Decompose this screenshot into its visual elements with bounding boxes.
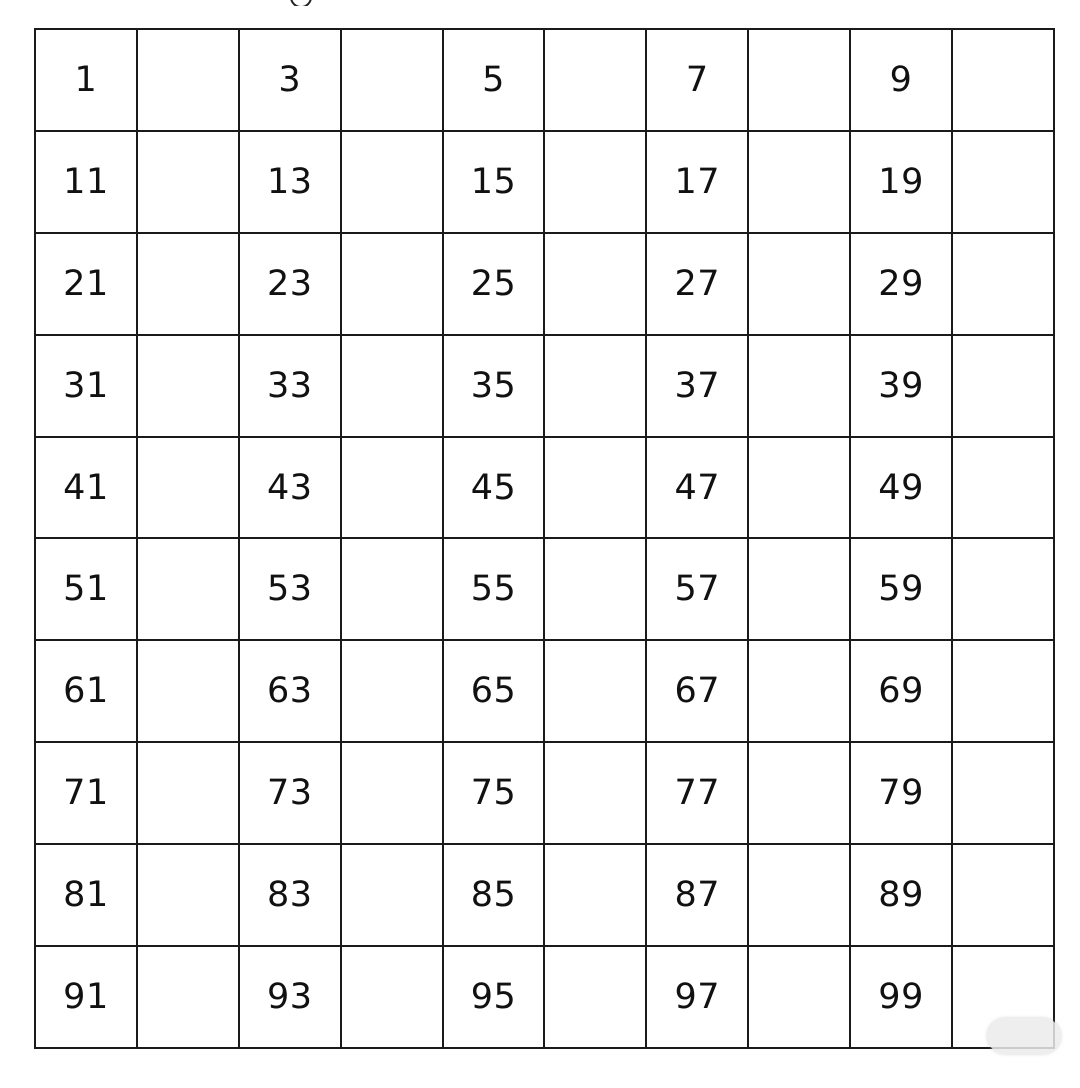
grid-cell-number: 93: [239, 946, 341, 1048]
grid-cell-number: 29: [850, 233, 952, 335]
grid-cell-number: 39: [850, 335, 952, 437]
grid-cell-blank[interactable]: [341, 538, 443, 640]
grid-cell-blank[interactable]: [544, 538, 646, 640]
grid-cell-number: 37: [646, 335, 748, 437]
cropped-heading-glyph: [290, 0, 312, 6]
grid-cell-number: 45: [443, 437, 545, 539]
cropped-heading-text: [290, 0, 350, 6]
grid-cell-blank[interactable]: [952, 29, 1054, 131]
grid-cell-number: 3: [239, 29, 341, 131]
grid-row: [35, 335, 1054, 437]
grid-cell-blank[interactable]: [341, 437, 443, 539]
grid-cell-blank[interactable]: [341, 131, 443, 233]
grid-cell-number: 99: [850, 946, 952, 1048]
grid-cell-blank[interactable]: [137, 131, 239, 233]
grid-cell-number: 19: [850, 131, 952, 233]
grid-cell-blank[interactable]: [341, 946, 443, 1048]
grid-cell-blank[interactable]: [137, 946, 239, 1048]
grid-cell-number: 59: [850, 538, 952, 640]
grid-row: [35, 437, 1054, 539]
grid-row: [35, 946, 1054, 1048]
grid-cell-number: 5: [443, 29, 545, 131]
grid-cell-blank[interactable]: [748, 335, 850, 437]
grid-cell-number: 51: [35, 538, 137, 640]
grid-cell-blank[interactable]: [137, 640, 239, 742]
grid-cell-number: 69: [850, 640, 952, 742]
grid-cell-number: 71: [35, 742, 137, 844]
grid-cell-blank[interactable]: [748, 538, 850, 640]
grid-cell-number: 95: [443, 946, 545, 1048]
grid-cell-blank[interactable]: [748, 233, 850, 335]
grid-cell-blank[interactable]: [544, 742, 646, 844]
grid-cell-blank[interactable]: [952, 742, 1054, 844]
grid-row: [35, 233, 1054, 335]
grid-cell-number: 23: [239, 233, 341, 335]
grid-cell-number: 81: [35, 844, 137, 946]
grid-row: [35, 742, 1054, 844]
grid-cell-number: 7: [646, 29, 748, 131]
grid-cell-blank[interactable]: [544, 335, 646, 437]
grid-cell-blank[interactable]: [341, 640, 443, 742]
watermark-badge: [987, 1018, 1061, 1054]
grid-cell-number: 43: [239, 437, 341, 539]
grid-cell-blank[interactable]: [544, 437, 646, 539]
grid-cell-blank[interactable]: [341, 233, 443, 335]
grid-cell-number: 17: [646, 131, 748, 233]
grid-cell-blank[interactable]: [137, 844, 239, 946]
grid-cell-number: 79: [850, 742, 952, 844]
grid-cell-number: 15: [443, 131, 545, 233]
grid-row: [35, 538, 1054, 640]
grid-cell-blank[interactable]: [137, 233, 239, 335]
grid-cell-number: 55: [443, 538, 545, 640]
grid-cell-number: 31: [35, 335, 137, 437]
grid-row: [35, 131, 1054, 233]
grid-cell-number: 65: [443, 640, 545, 742]
grid-cell-blank[interactable]: [952, 844, 1054, 946]
grid-cell-blank[interactable]: [137, 29, 239, 131]
grid-cell-number: 63: [239, 640, 341, 742]
grid-cell-number: 33: [239, 335, 341, 437]
grid-cell-blank[interactable]: [544, 131, 646, 233]
grid-row: [35, 844, 1054, 946]
grid-cell-blank[interactable]: [341, 844, 443, 946]
grid-cell-blank[interactable]: [341, 29, 443, 131]
grid-row: [35, 29, 1054, 131]
grid-cell-blank[interactable]: [748, 946, 850, 1048]
grid-cell-number: 11: [35, 131, 137, 233]
grid-cell-blank[interactable]: [137, 538, 239, 640]
grid-cell-blank[interactable]: [748, 29, 850, 131]
number-grid-body: [35, 29, 1054, 1048]
grid-cell-number: 35: [443, 335, 545, 437]
grid-cell-number: 47: [646, 437, 748, 539]
grid-cell-number: 1: [35, 29, 137, 131]
grid-cell-blank[interactable]: [544, 640, 646, 742]
grid-cell-number: 21: [35, 233, 137, 335]
grid-cell-blank[interactable]: [952, 335, 1054, 437]
grid-cell-number: 57: [646, 538, 748, 640]
grid-cell-blank[interactable]: [137, 742, 239, 844]
grid-cell-blank[interactable]: [952, 131, 1054, 233]
grid-cell-blank[interactable]: [952, 233, 1054, 335]
grid-cell-blank[interactable]: [544, 29, 646, 131]
grid-cell-number: 49: [850, 437, 952, 539]
grid-cell-blank[interactable]: [748, 640, 850, 742]
grid-cell-blank[interactable]: [341, 742, 443, 844]
grid-cell-blank[interactable]: [952, 538, 1054, 640]
grid-cell-number: 61: [35, 640, 137, 742]
grid-cell-blank[interactable]: [952, 437, 1054, 539]
grid-cell-number: 89: [850, 844, 952, 946]
grid-cell-blank[interactable]: [748, 742, 850, 844]
grid-cell-number: 27: [646, 233, 748, 335]
grid-cell-number: 9: [850, 29, 952, 131]
grid-cell-number: 85: [443, 844, 545, 946]
grid-cell-number: 73: [239, 742, 341, 844]
grid-cell-blank[interactable]: [748, 131, 850, 233]
grid-cell-blank[interactable]: [137, 437, 239, 539]
grid-cell-blank[interactable]: [544, 844, 646, 946]
grid-cell-number: 83: [239, 844, 341, 946]
grid-cell-number: 75: [443, 742, 545, 844]
grid-cell-number: 77: [646, 742, 748, 844]
grid-cell-number: 67: [646, 640, 748, 742]
number-grid: [34, 28, 1055, 1049]
grid-cell-number: 97: [646, 946, 748, 1048]
grid-cell-blank[interactable]: [544, 946, 646, 1048]
grid-cell-blank[interactable]: [952, 640, 1054, 742]
grid-cell-number: 91: [35, 946, 137, 1048]
grid-cell-blank[interactable]: [748, 844, 850, 946]
grid-cell-blank[interactable]: [341, 335, 443, 437]
grid-row: [35, 640, 1054, 742]
grid-cell-number: 41: [35, 437, 137, 539]
grid-cell-blank[interactable]: [748, 437, 850, 539]
grid-cell-number: 87: [646, 844, 748, 946]
grid-cell-number: 13: [239, 131, 341, 233]
grid-cell-blank[interactable]: [544, 233, 646, 335]
grid-cell-number: 25: [443, 233, 545, 335]
grid-cell-blank[interactable]: [137, 335, 239, 437]
grid-cell-number: 53: [239, 538, 341, 640]
